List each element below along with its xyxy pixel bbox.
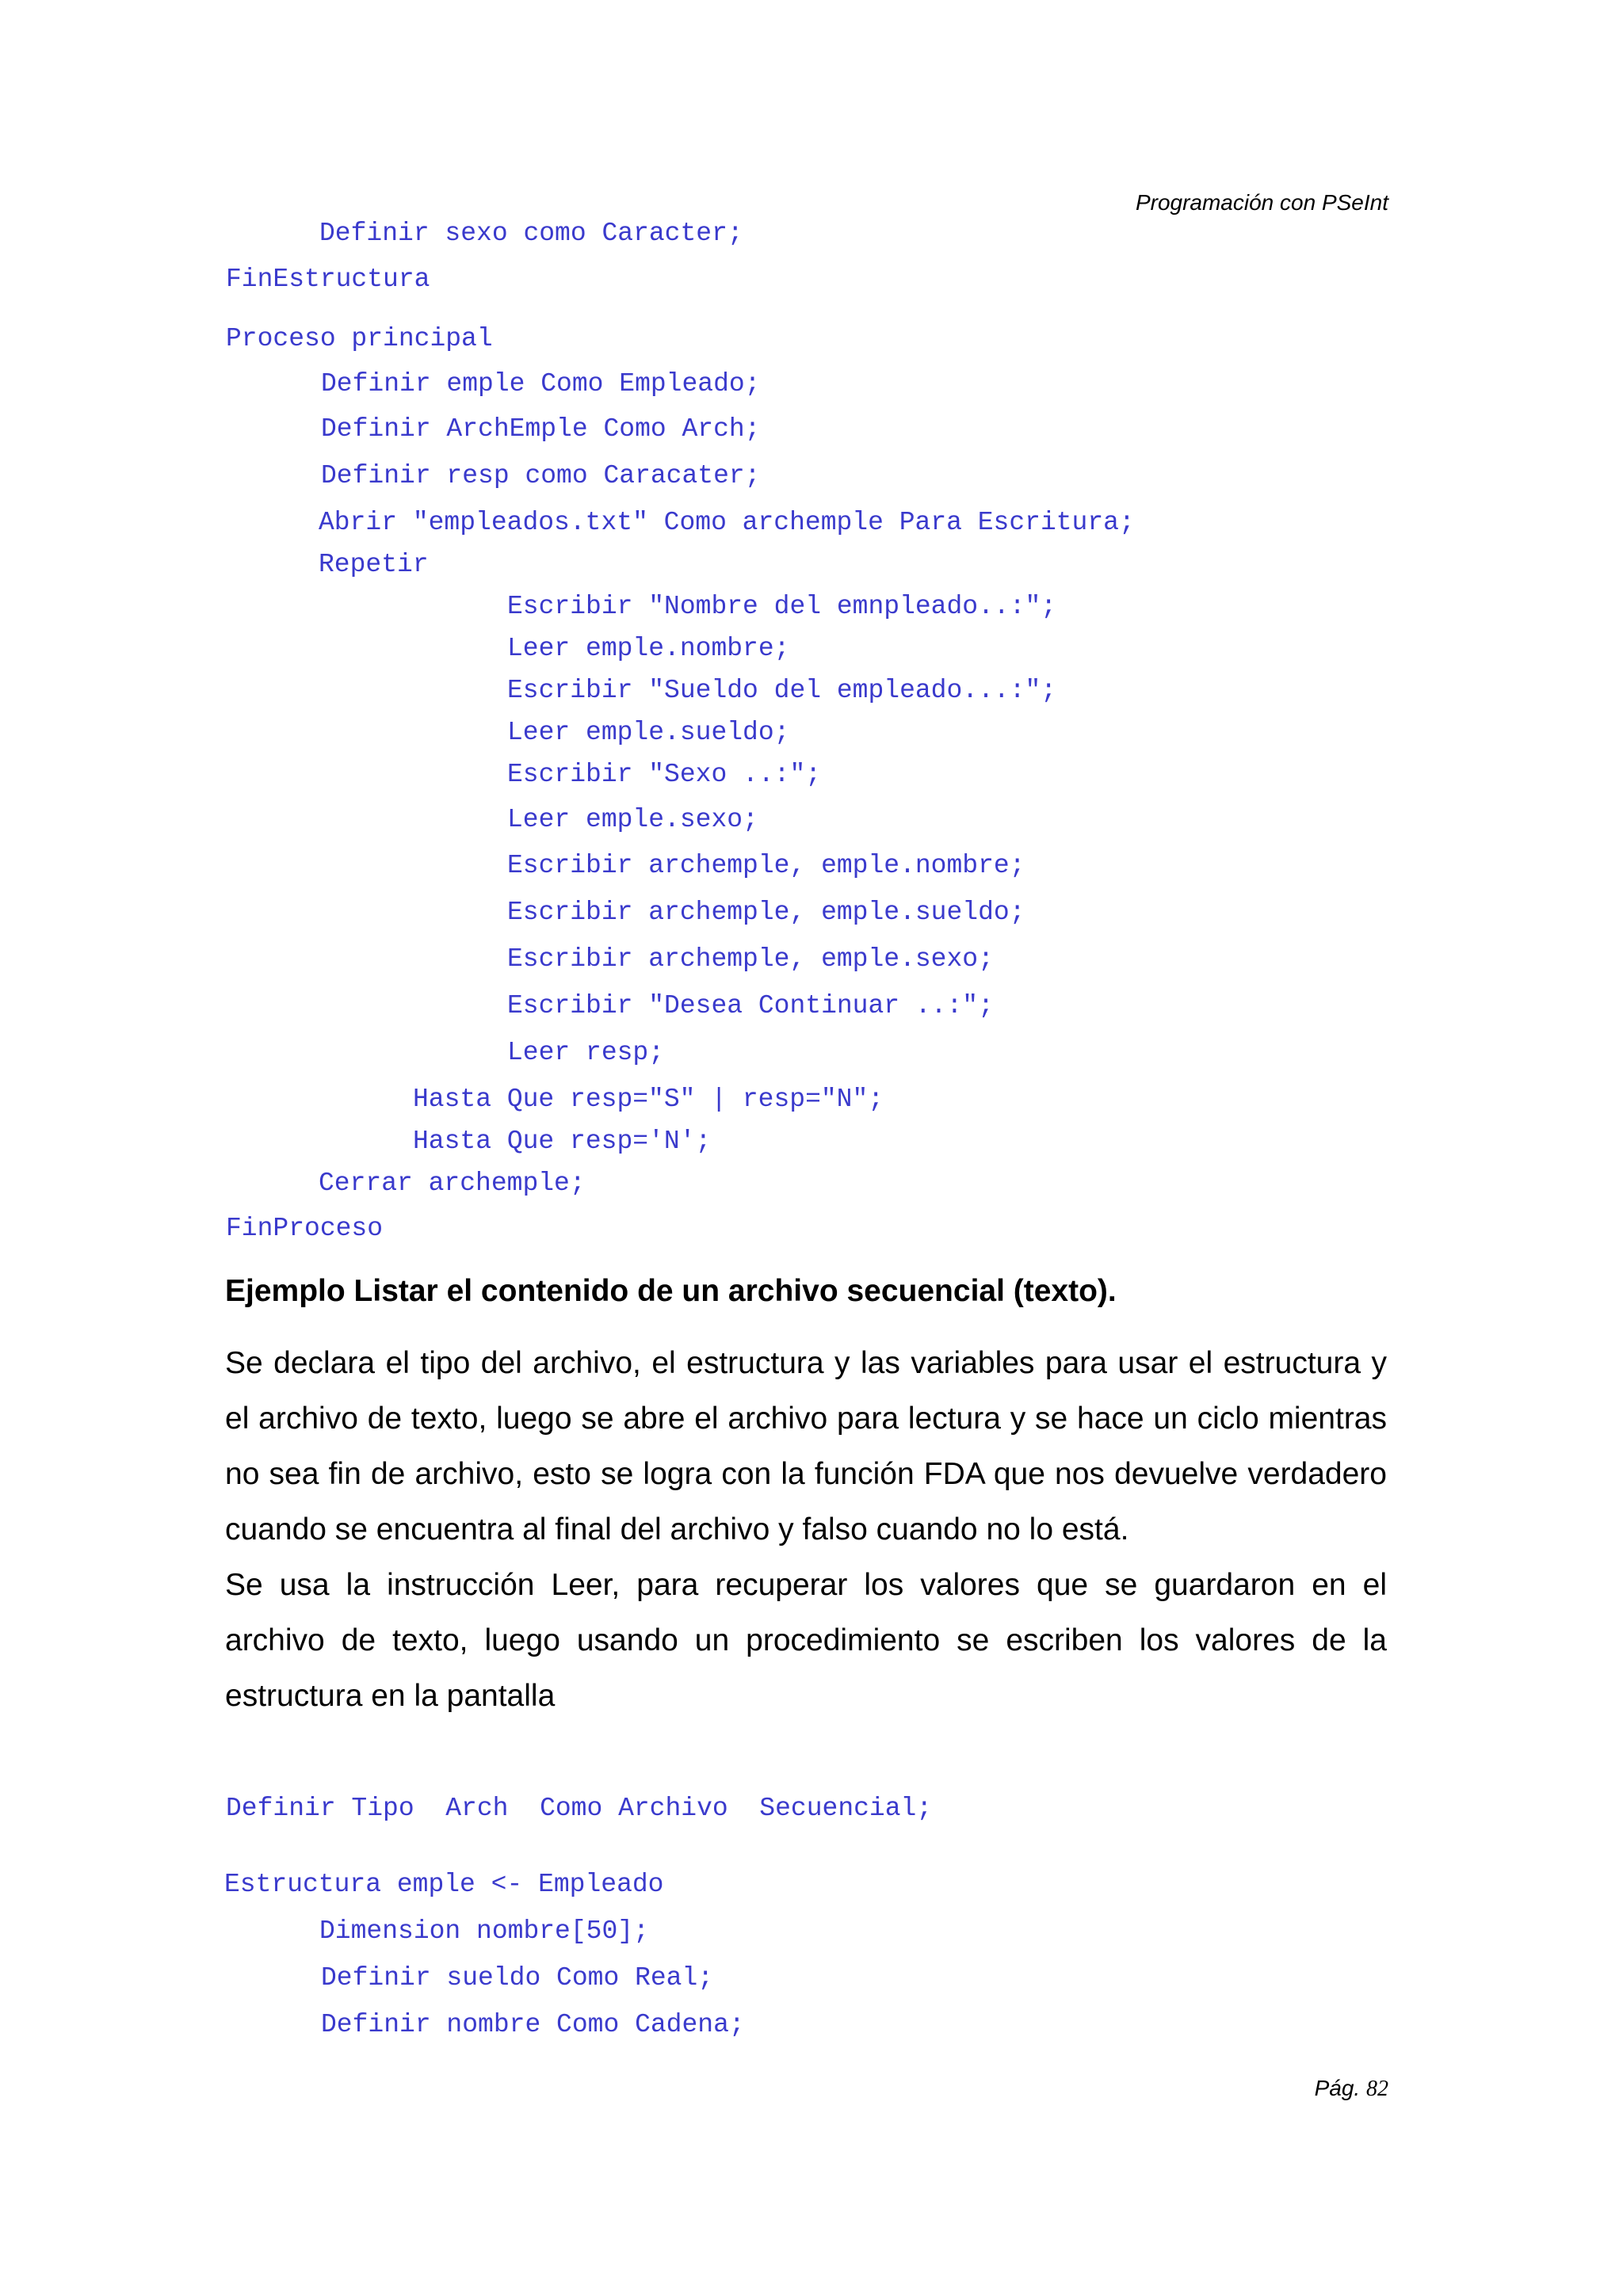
code-line: Escribir archemple, emple.nombre; [507,851,1025,880]
section-heading: Ejemplo Listar el contenido de un archivo secuencial (texto). [225,1274,1117,1308]
code-line: Definir nombre Como Cadena; [321,2010,745,2039]
code-line: Dimension nombre[50]; [319,1917,649,1946]
code-line: Escribir "Sueldo del empleado...:"; [507,676,1057,705]
code-line: Leer emple.sexo; [507,805,758,834]
code-line: Leer emple.sueldo; [507,718,790,747]
page-header: Programación con PSeInt [1135,190,1388,215]
code-line: Abrir "empleados.txt" Como archemple Para Escritura; [319,508,1135,537]
code-line: Definir Tipo Arch Como Archivo Secuencial; [226,1794,933,1823]
code-line: Escribir "Nombre del emnpleado..:"; [507,592,1057,621]
code-line: Proceso principal [226,324,493,353]
page-footer [1315,2076,1388,2102]
paragraph: Se usa la instrucción Leer, para recuperar los valores que se guardaron en el archivo de texto, luego usando un procedimiento se escriben los valores de la estructura en la pantalla [225,1568,1387,1713]
code-line: Leer resp; [507,1038,665,1067]
code-line: Definir sexo como Caracter; [319,219,743,248]
code-line: Definir sueldo Como Real; [321,1963,714,1993]
paragraph: Se declara el tipo del archivo, el estructura y las variables para usar el estructura y el archivo de texto, luego se abre el archivo para lectura y se hace un ciclo mientras no sea fin de archivo, esto se logra con la función FDA que nos devuelve verdadero cuando se encuentra al final del archivo y falso cuando no lo está. [225,1346,1387,1547]
code-line: Definir resp como Caracater; [321,461,761,490]
code-line: FinEstructura [226,265,430,294]
code-line: Repetir [319,550,429,579]
code-line: Definir ArchEmple Como Arch; [321,414,761,444]
code-line: Hasta Que resp="S" | resp="N"; [413,1085,884,1114]
code-line: Escribir archemple, emple.sexo; [507,944,994,974]
code-line: Cerrar archemple; [319,1169,586,1198]
code-line: Hasta Que resp='N'; [413,1127,712,1156]
code-line: Definir emple Como Empleado; [321,369,761,399]
code-line: Escribir "Sexo ..:"; [507,760,822,789]
code-line: Escribir "Desea Continuar ..:"; [507,991,994,1020]
code-line: Leer emple.nombre; [507,634,790,663]
page-label: Pág. [1314,2076,1366,2100]
page-number: 82 [1366,2077,1388,2101]
code-line: FinProceso [226,1214,384,1243]
code-line: Estructura emple <- Empleado [224,1870,664,1899]
code-line: Escribir archemple, emple.sueldo; [507,898,1025,927]
